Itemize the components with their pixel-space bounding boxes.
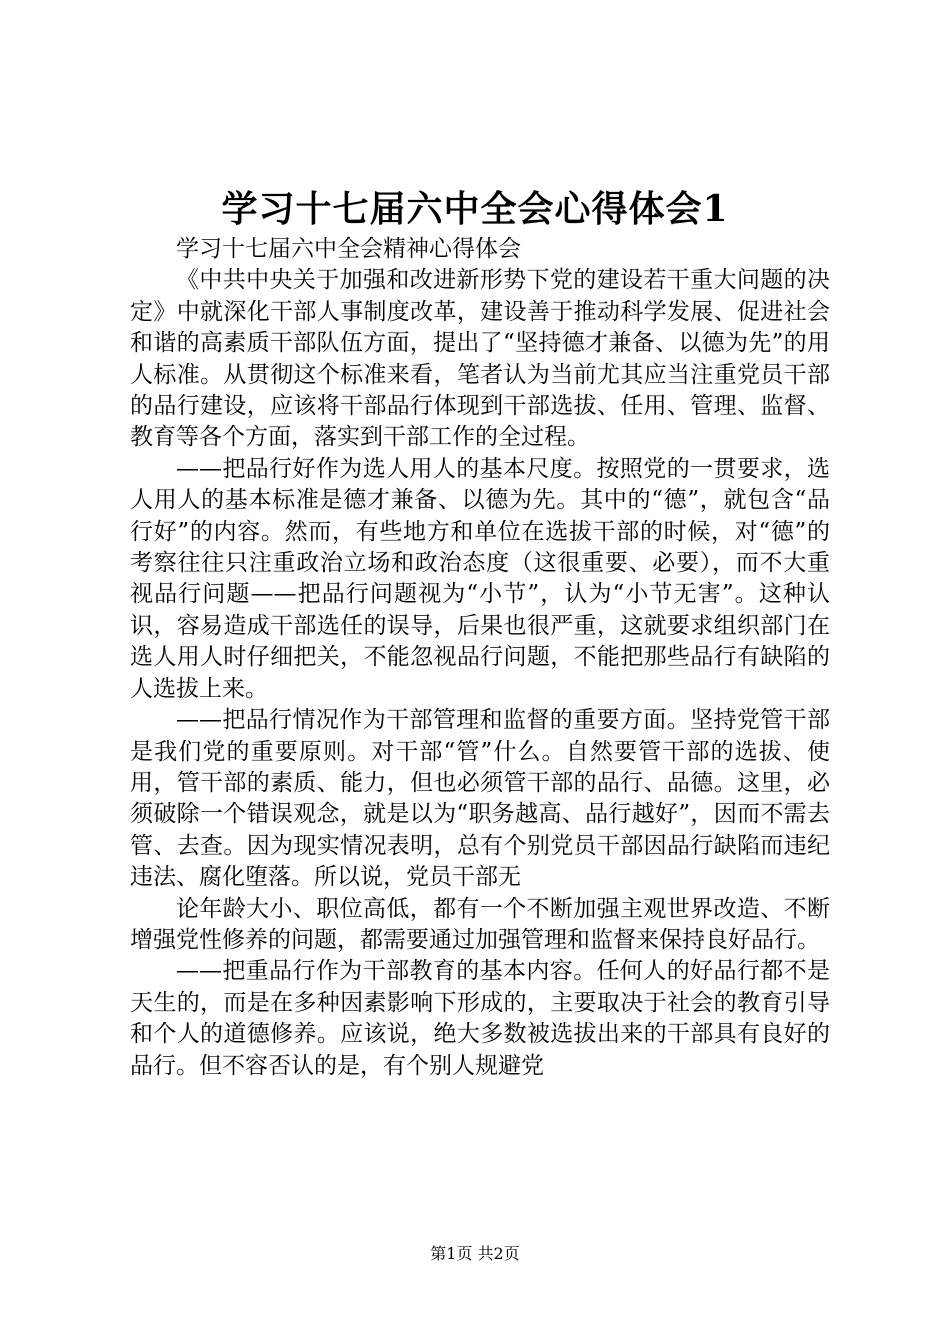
body-paragraph: ——把重品行作为干部教育的基本内容。任何人的好品行都不是天生的，而是在多种因素影响下形成的，主要取决于社会的教育引导和个人的道德修养。应该说，绝大多数被选拔出来的干部具有良好的品行。但不容否认的是，有个别人规避党	[130, 958, 830, 1079]
body-paragraph: 《中共中央关于加强和改进新形势下党的建设若干重大问题的决定》中就深化干部人事制度改革，建设善于推动科学发展、促进社会和谐的高素质干部队伍方面，提出了“坚持德才兼备、以德为先”的用人标准。从贯彻这个标准来看，笔者认为当前尤其应当注重党员干部的品行建设，应该将干部品行体现到干部选拔、任用、管理、监督、教育等各个方面，落实到干部工作的全过程。	[130, 267, 830, 451]
body-paragraph: 论年龄大小、职位高低，都有一个不断加强主观世界改造、不断增强党性修养的问题，都需要通过加强管理和监督来保持良好品行。	[130, 895, 830, 953]
document-title: 学习十七届六中全会心得体会1	[221, 188, 729, 230]
body-paragraph: ——把品行情况作为干部管理和监督的重要方面。坚持党管干部是我们党的重要原则。对干部“管”什么。自然要管干部的选拔、使用，管干部的素质、能力，但也必须管干部的品行、品德。这里，必须破除一个错误观念，就是以为“职务越高、品行越好”，因而不需去管、去查。因为现实情况表明，总有个别党员干部因品行缺陷而违纪违法、腐化堕落。所以说，党员干部无	[130, 707, 830, 891]
subtitle-paragraph: 学习十七届六中全会精神心得体会	[176, 236, 521, 262]
document-body	[130, 234, 830, 1082]
page-footer: 第1页 共2页	[430, 1244, 520, 1263]
body-paragraph: ——把品行好作为选人用人的基本尺度。按照党的一贯要求，选人用人的基本标准是德才兼备、以德为先。其中的“德”，就包含“品行好”的内容。然而，有些地方和单位在选拔干部的时候，对“德”的考察往往只注重政治立场和政治态度（这很重要、必要），而不大重视品行问题——把品行问题视为“小节”，认为“小节无害”。这种认识，容易造成干部选任的误导，后果也很严重，这就要求组织部门在选人用人时仔细把关，不能忽视品行问题，不能把那些品行有缺陷的人选拔上来。	[130, 455, 830, 702]
